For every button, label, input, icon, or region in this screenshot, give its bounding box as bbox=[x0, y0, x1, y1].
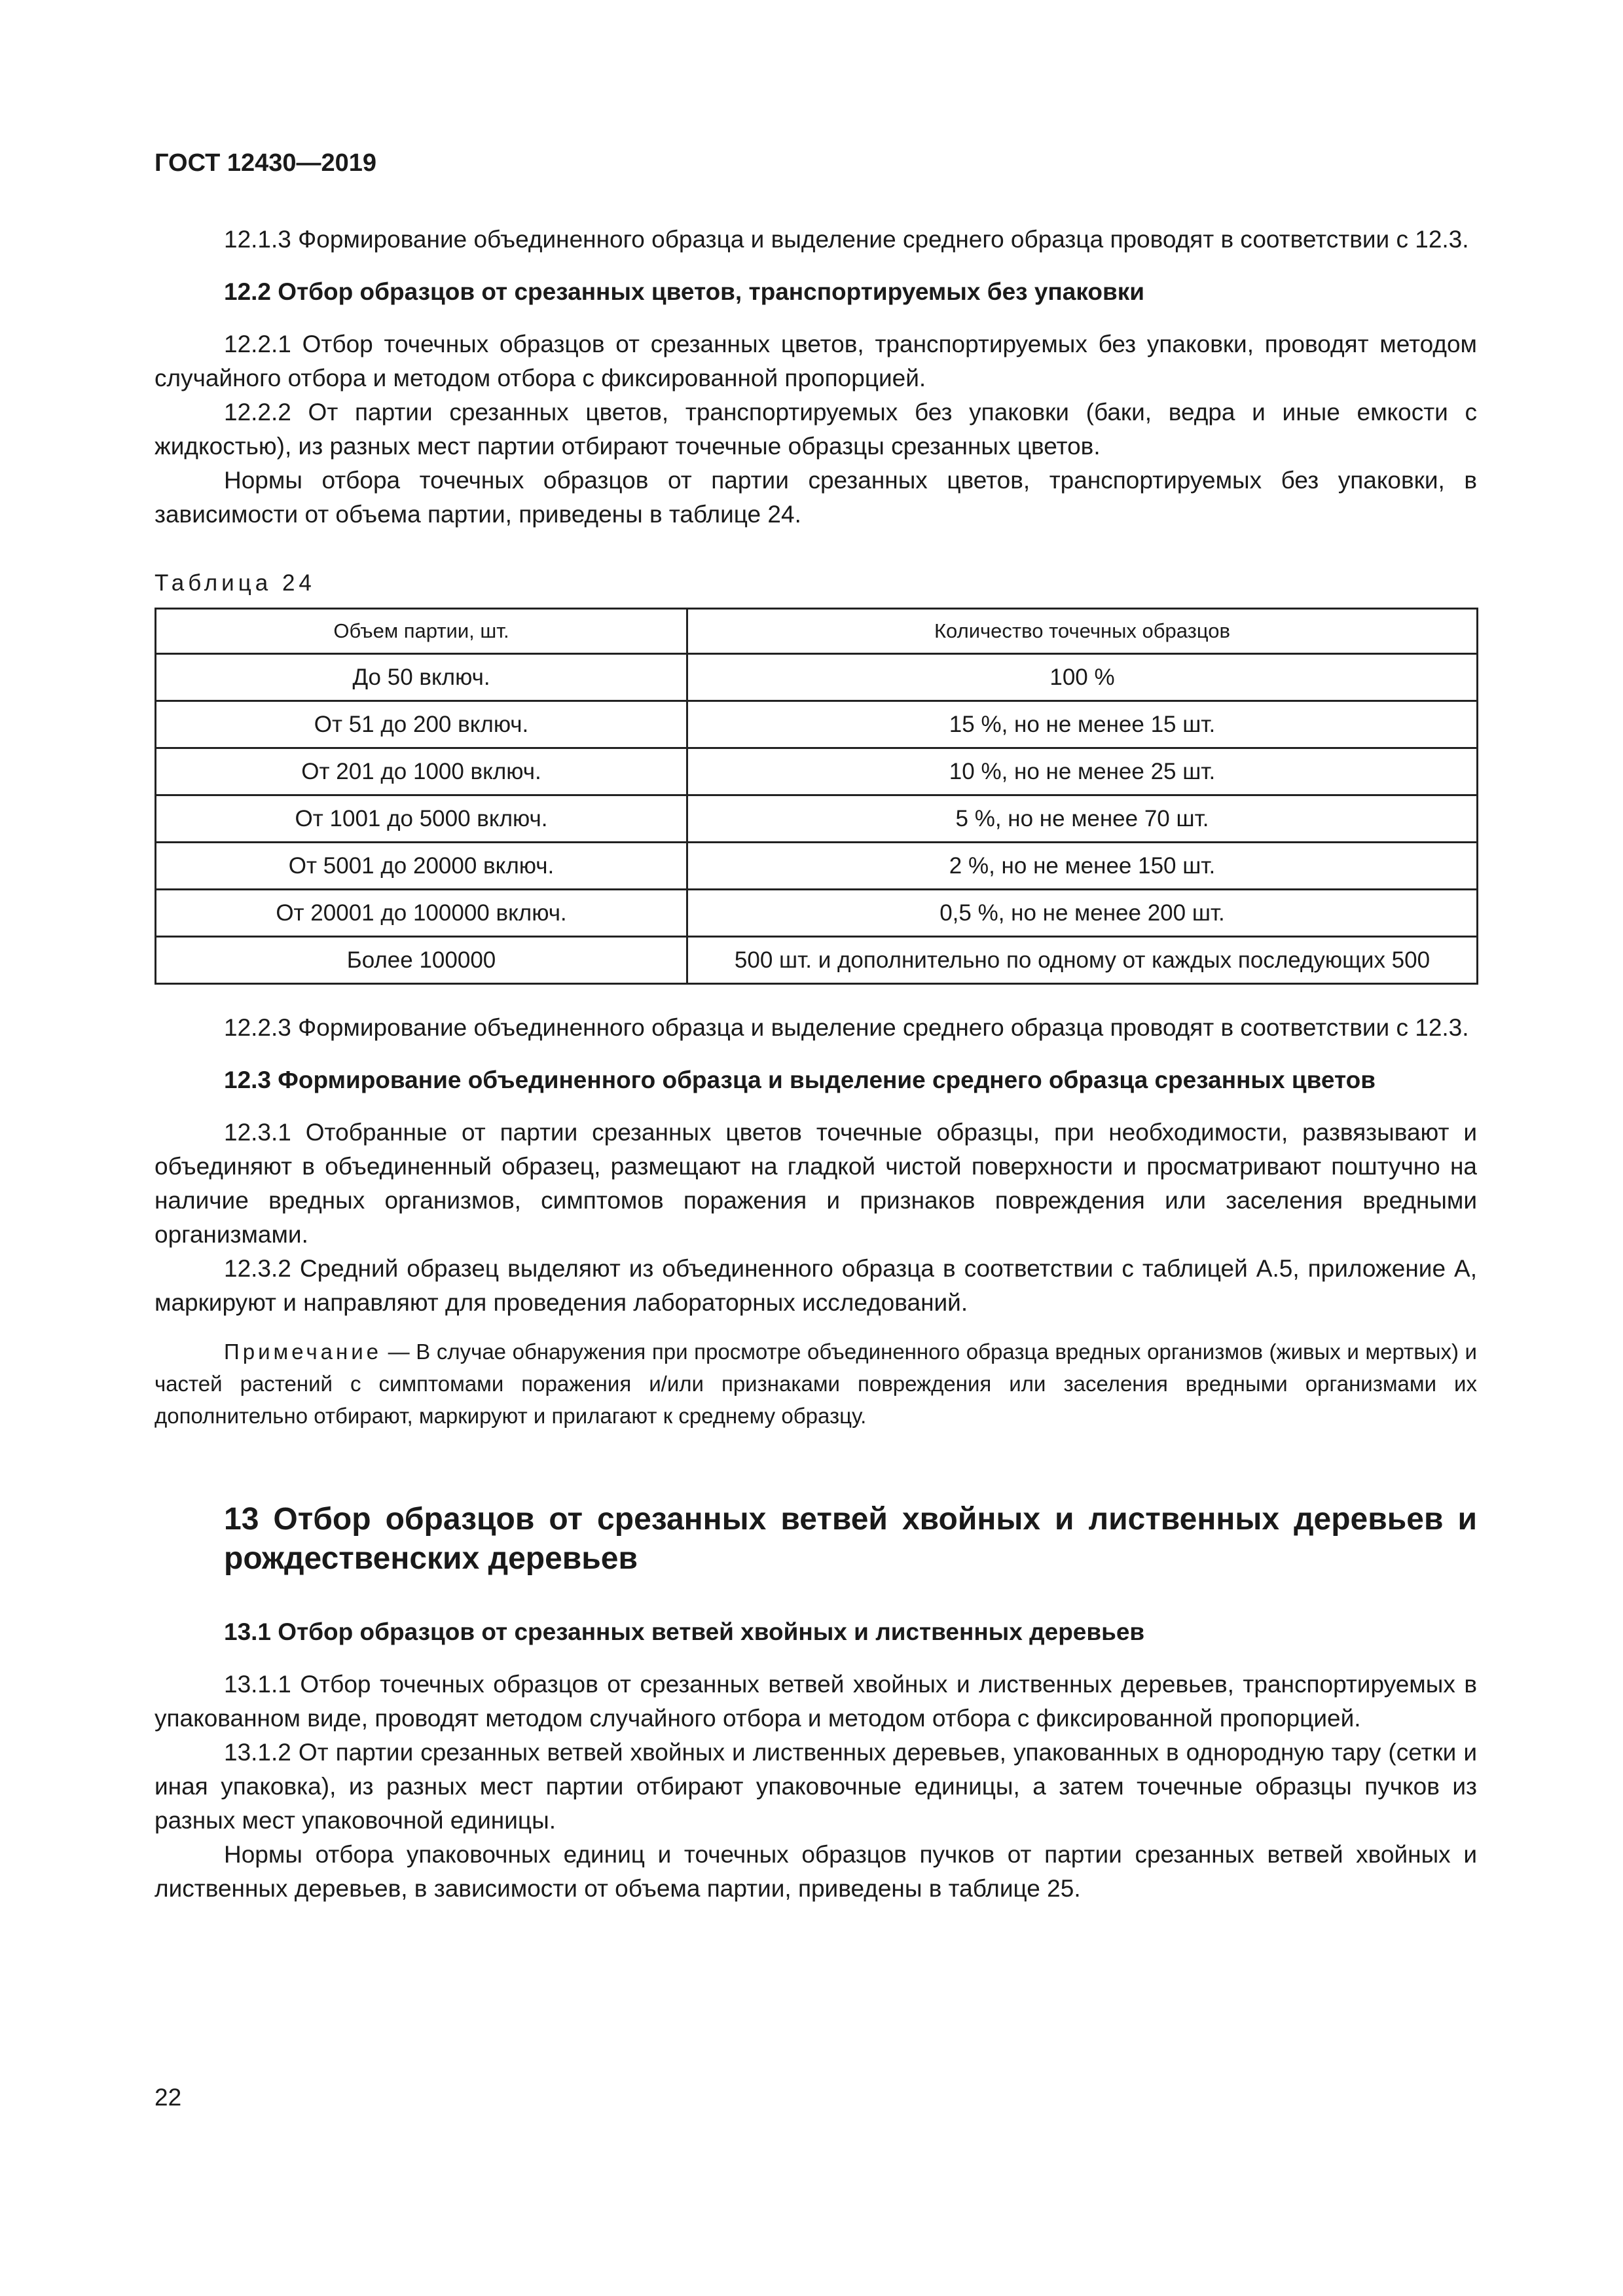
table-cell: До 50 включ. bbox=[156, 654, 687, 701]
table-cell: 100 % bbox=[687, 654, 1478, 701]
table-row bbox=[156, 701, 1478, 748]
paragraph-13-1-2: 13.1.2 От партии срезанных ветвей хвойных и лиственных деревьев, упакованных в однородную тару (сетки и иная упаковка), из разных мест партии отбирают упаковочные единицы, а затем точечные образцы пучков из разных мест упаковочной единицы. bbox=[155, 1739, 1477, 1834]
paragraph-norms-table-25: Нормы отбора упаковочных единиц и точечных образцов пучков от партии срезанных ветвей хвойных и лиственных деревьев, в зависимости от объема партии, приведены в таблице 25. bbox=[155, 1841, 1477, 1902]
paragraph-12-2-1: 12.2.1 Отбор точечных образцов от срезанных цветов, транспортируемых без упаковки, проводят методом случайного отбора и методом отбора с фиксированной пропорцией. bbox=[155, 331, 1477, 392]
document-header: ГОСТ 12430—2019 bbox=[155, 149, 377, 177]
table-cell: 15 %, но не менее 15 шт. bbox=[687, 701, 1478, 748]
table-cell: 2 %, но не менее 150 шт. bbox=[687, 843, 1478, 890]
table-header-cell: Объем партии, шт. bbox=[156, 609, 687, 654]
table-cell: От 51 до 200 включ. bbox=[156, 701, 687, 748]
heading-13: 13 Отбор образцов от срезанных ветвей хвойных и лиственных деревьев и рождественских деревьев bbox=[224, 1502, 1477, 1576]
table-24 bbox=[155, 608, 1478, 985]
table-cell: 5 %, но не менее 70 шт. bbox=[687, 795, 1478, 843]
paragraph-norms-table-24: Нормы отбора точечных образцов от партии срезанных цветов, транспортируемых без упаковки, в зависимости от объема партии, приведены в таблице 24. bbox=[155, 467, 1477, 528]
page-number: 22 bbox=[155, 2084, 182, 2111]
paragraph-12-3-2: 12.3.2 Средний образец выделяют из объединенного образца в соответствии с таблицей А.5, приложение А, маркируют и направляют для проведения лабораторных исследований. bbox=[155, 1255, 1477, 1316]
paragraph-13-1-1: 13.1.1 Отбор точечных образцов от срезанных ветвей хвойных и лиственных деревьев, транспортируемых в упакованном виде, проводят методом случайного отбора и методом отбора с фиксированной пропорцией. bbox=[155, 1671, 1477, 1732]
heading-12-3: 12.3 Формирование объединенного образца и выделение среднего образца срезанных цветов bbox=[224, 1066, 1376, 1093]
table-cell: Более 100000 bbox=[156, 937, 687, 984]
paragraph-12-2-3: 12.2.3 Формирование объединенного образца и выделение среднего образца проводят в соответствии с 12.3. bbox=[224, 1014, 1469, 1041]
table-cell: От 20001 до 100000 включ. bbox=[156, 890, 687, 937]
table-cell: От 201 до 1000 включ. bbox=[156, 748, 687, 795]
table-cell: От 5001 до 20000 включ. bbox=[156, 843, 687, 890]
heading-12-2: 12.2 Отбор образцов от срезанных цветов, транспортируемых без упаковки bbox=[224, 278, 1144, 305]
paragraph-12-3-1: 12.3.1 Отобранные от партии срезанных цветов точечные образцы, при необходимости, развязывают и объединяют в объединенный образец, размещают на гладкой чистой поверхности и просматривают поштучно на наличие вредных организмов, симптомов поражения и признаков повреждения или заселения вредными организмами. bbox=[155, 1119, 1477, 1248]
table-cell: 0,5 %, но не менее 200 шт. bbox=[687, 890, 1478, 937]
note-text: — В случае обнаружения при просмотре объединенного образца вредных организмов (живых и мертвых) и частей растений с симптомами поражения и/или признаками повреждения или заселения вредными организмами их дополнительно отбирают, маркируют и прилагают к среднему образцу. bbox=[155, 1339, 1477, 1428]
table-row bbox=[156, 890, 1478, 937]
table-row bbox=[156, 937, 1478, 984]
table-header-cell: Количество точечных образцов bbox=[687, 609, 1478, 654]
paragraph-12-2-2: 12.2.2 От партии срезанных цветов, транспортируемых без упаковки (баки, ведра и иные емкости с жидкостью), из разных мест партии отбирают точечные образцы срезанных цветов. bbox=[155, 399, 1477, 460]
table-row bbox=[156, 748, 1478, 795]
note bbox=[155, 1336, 1477, 1432]
paragraph-12-1-3: 12.1.3 Формирование объединенного образца и выделение среднего образца проводят в соответствии с 12.3. bbox=[224, 226, 1469, 253]
table-row bbox=[156, 795, 1478, 843]
table-cell: 500 шт. и дополнительно по одному от каждых последующих 500 bbox=[687, 937, 1478, 984]
table-caption: Таблица 24 bbox=[155, 570, 316, 596]
note-label: Примечание bbox=[224, 1339, 382, 1364]
table-cell: 10 %, но не менее 25 шт. bbox=[687, 748, 1478, 795]
table-header-row bbox=[156, 609, 1478, 654]
table-cell: От 1001 до 5000 включ. bbox=[156, 795, 687, 843]
document-body bbox=[155, 223, 1477, 1906]
table-row bbox=[156, 654, 1478, 701]
table-row bbox=[156, 843, 1478, 890]
heading-13-1: 13.1 Отбор образцов от срезанных ветвей хвойных и лиственных деревьев bbox=[224, 1618, 1145, 1645]
